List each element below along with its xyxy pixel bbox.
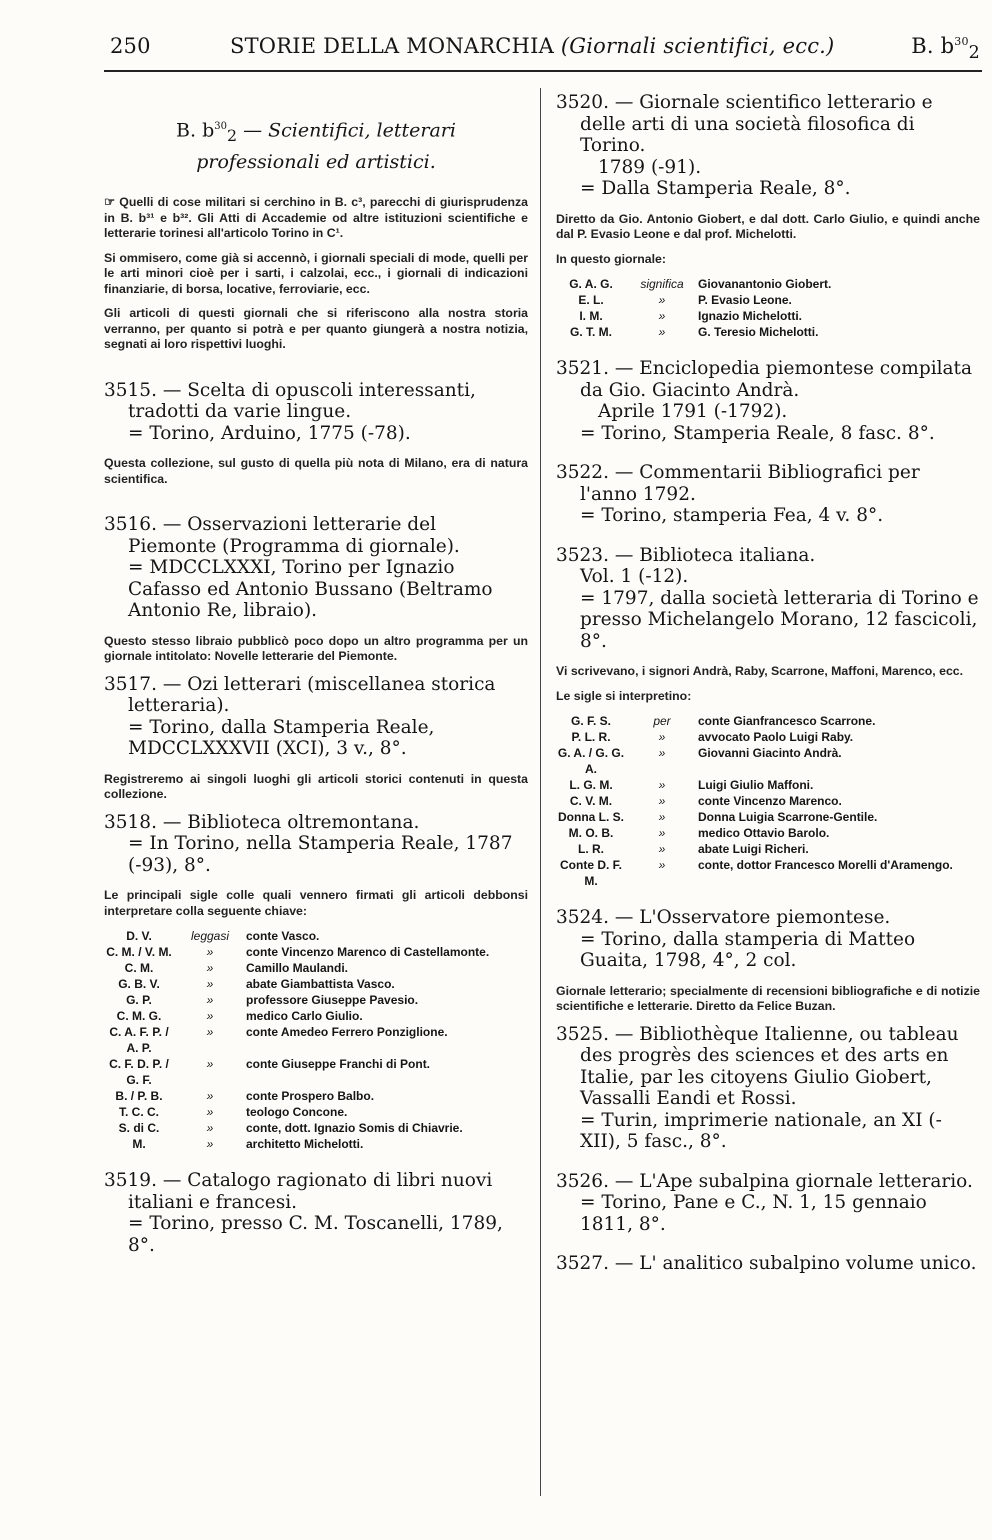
sigla-connector: » [206, 1137, 214, 1152]
sigla-connector: » [658, 730, 666, 744]
sigle-row [556, 324, 974, 340]
sigla-name: conte Amedeo Ferrero Ponziglione. [246, 1025, 448, 1040]
entry-3524: 3524. — L'Osservatore piemontese. = Torino, dalla stamperia di Matteo Guaita, 1798, 4°, 2 col. [556, 907, 916, 971]
sigla-connector: per [653, 714, 671, 728]
sigla-connector: » [658, 293, 666, 307]
sigla-name: conte Gianfrancesco Scarrone. [698, 714, 876, 728]
sigla-name: Donna Luigia Scarrone-Gentile. [698, 810, 878, 824]
entry-3523: 3523. — Biblioteca italiana. Vol. 1 (-12). = 1797, dalla società letteraria di Torino e presso Michelangelo Morano, 12 fascicoli, 8°. [556, 544, 979, 652]
entry-note: Diretto da Gio. Antonio Giobert, e dal dott. Carlo Giulio, e quindi anche dal P. Evasio Leone e dal prof. Michelotti. [556, 211, 980, 241]
sigla-name: medico Ottavio Barolo. [698, 826, 830, 840]
sigle-row [104, 1136, 522, 1152]
sigla-connector: » [206, 993, 214, 1008]
entry-3517: 3517. — Ozi letterari (miscellanea storica letteraria). = Torino, dalla Stamperia Reale, MDCCLXXXVII (XCI), 3 v., 8°. [104, 673, 496, 760]
sigla: C. V. M. [569, 794, 613, 808]
sigle-table [104, 928, 522, 1152]
sigla-connector: » [658, 858, 666, 872]
sigla-connector: » [206, 1057, 214, 1072]
sigla: C. A. F. P. / A. P. [109, 1025, 169, 1056]
sigla-connector: » [658, 746, 666, 760]
sigla: S. di C. [118, 1121, 160, 1136]
sigla-name: P. Evasio Leone. [698, 293, 792, 307]
sigla-name: avvocato Paolo Luigi Raby. [698, 730, 854, 744]
sigle-row [104, 1056, 522, 1088]
sigla: G. F. S. [570, 714, 611, 728]
sigla-connector: » [206, 1105, 214, 1120]
sigla-name: abate Luigi Richeri. [698, 842, 809, 856]
entry-3527: 3527. — L' analitico subalpino volume unico. [556, 1253, 977, 1274]
sigla-connector: » [658, 778, 666, 792]
sigle-row [104, 1120, 522, 1136]
sigle-row [556, 809, 974, 825]
sigle-row [556, 308, 974, 324]
sigle-row [556, 857, 974, 889]
sigla: C. M. / V. M. [106, 945, 172, 960]
sigle-row [104, 1024, 522, 1056]
sigla: B. / P. B. [115, 1089, 163, 1104]
sigla-connector: » [658, 309, 666, 323]
sigla-connector: » [206, 1009, 214, 1024]
sigla: T. C. C. [118, 1105, 159, 1120]
sigla: P. L. R. [571, 730, 611, 744]
sigla: E. L. [578, 293, 604, 307]
sigla-name: professore Giuseppe Pavesio. [246, 993, 419, 1008]
sigla-connector: » [206, 977, 214, 992]
sigle-row [556, 825, 974, 841]
sigla: C. M. [124, 961, 154, 976]
sigla: D. V. [126, 929, 152, 944]
sigla-connector: » [206, 1025, 214, 1040]
header-rule [104, 70, 982, 72]
column-divider [540, 88, 541, 1496]
sigle-row [556, 745, 974, 777]
entry-3519: 3519. — Catalogo ragionato di libri nuovi italiani e francesi. = Torino, presso C. M. Toscanelli, 1789, 8°. [104, 1170, 503, 1256]
entry-note: Questa collezione, sul gusto di quella più nota di Milano, era di natura scientifica. [104, 456, 528, 486]
entry-note: Vi scrivevano, i signori Andrà, Raby, Scarrone, Maffoni, Marenco, ecc. [556, 664, 964, 678]
sigla-connector: » [658, 842, 666, 856]
sigle-row [556, 276, 974, 292]
sigle-row [104, 1008, 522, 1024]
sigla-connector: » [658, 794, 666, 808]
sigla-name: Ignazio Michelotti. [698, 309, 802, 323]
sigla: G. A. / G. G. A. [557, 746, 625, 776]
sigle-row [104, 944, 522, 960]
intro-note: ☞ Quelli di cose militari si cerchino in B. c³, parecchi di giurisprudenza in B. b³¹ e b³². Gli Atti di Accademie od altre istituzioni scientifiche e letterarie torinesi all'articolo Torino in C¹. [104, 195, 528, 241]
entry-note: Questo stesso libraio pubblicò poco dopo un altro programma per un giornale intitolato: Novelle letterarie del Piemonte. [104, 633, 528, 664]
sigla-name: conte Vincenzo Marenco. [698, 794, 842, 808]
sigla: I. M. [579, 309, 603, 323]
sigla: Conte D. F. M. [560, 858, 622, 888]
entry-3515: 3515. — Scelta di opuscoli interessanti, tradotti da varie lingue. = Torino, Arduino, 1775 (-78). [104, 379, 476, 444]
sigla-name: conte Vincenzo Marenco di Castellamonte. [246, 945, 490, 960]
entry-3518: 3518. — Biblioteca oltremontana. = In Torino, nella Stamperia Reale, 1787 (-93), 8°. [104, 811, 513, 876]
entry-3526: 3526. — L'Ape subalpina giornale letterario. = Torino, Pane e C., N. 1, 15 gennaio 1811, 8°. [556, 1170, 973, 1235]
sigle-row [104, 1104, 522, 1120]
right-column [556, 92, 980, 1275]
sigla-name: teologo Concone. [246, 1105, 348, 1120]
sigla: G. P. [126, 993, 152, 1008]
sigla-name: Giovanni Giacinto Andrà. [698, 746, 842, 760]
sigla-name: conte Prospero Balbo. [246, 1089, 375, 1104]
sigla-name: Camillo Maulandi. [246, 961, 349, 976]
header-title: STORIE DELLA MONARCHIA (Giornali scientifici, ecc.) [230, 34, 835, 58]
sigla-connector: leggasi [190, 929, 230, 944]
sigla: M. [132, 1137, 146, 1152]
sigla-connector: » [206, 961, 214, 976]
intro-note: Si ommisero, come già si accennò, i giornali speciali di mode, quelli per le arti minori cioè per i sarti, i calzolai, ecc., i giornali di indicazioni finanziarie, di borsa, locative, ferroviarie, ecc. [104, 250, 528, 296]
entry-3522: 3522. — Commentarii Bibliografici per l'anno 1792. = Torino, stamperia Fea, 4 v. 8°. [556, 462, 920, 526]
sigla: G. B. V. [118, 977, 160, 992]
entry-note: Giornale letterario; specialmente di recensioni bibliografiche e di notizie scientifiche e letterarie. Diretto da Felice Buzan. [556, 983, 980, 1013]
sigla-connector: » [658, 325, 666, 339]
entry-3521: 3521. — Enciclopedia piemontese compilata da Gio. Giacinto Andrà. Aprile 1791 (-1792). = Torino, Stamperia Reale, 8 fasc. 8°. [556, 358, 973, 444]
sigla: G. T. M. [570, 325, 612, 339]
sigle-row [104, 960, 522, 976]
sigle-row [556, 777, 974, 793]
sigle-row [556, 729, 974, 745]
pointing-hand-icon: ☞ [104, 195, 116, 210]
sigle-table [556, 276, 974, 340]
sigla-name: conte, dott. Ignazio Somis di Chiavrie. [246, 1121, 463, 1136]
sigla-name: G. Teresio Michelotti. [698, 325, 819, 339]
sigla-connector: » [206, 945, 214, 960]
sigle-row [104, 1088, 522, 1104]
section-title: B. $b^{30}_2$ — Scientifici, letterari professionali ed artistici. [176, 119, 456, 174]
entry-note: In questo giornale: [556, 251, 666, 266]
sigla: C. F. D. P. / G. F. [109, 1057, 169, 1088]
entry-note: Registreremo ai singoli luoghi gli articoli storici contenuti in questa collezione. [104, 771, 528, 802]
sigla-name: conte Giuseppe Franchi di Pont. [246, 1057, 431, 1072]
sigla: L. R. [578, 842, 604, 856]
sigle-table [556, 713, 974, 889]
sigle-row [556, 292, 974, 308]
sigla-connector: » [206, 1121, 214, 1136]
sigla: M. O. B. [568, 826, 614, 840]
entry-note: Le sigle si interpretino: [556, 688, 692, 703]
sigla-name: conte Vasco. [246, 929, 320, 944]
entry-3516: 3516. — Osservazioni letterarie del Piemonte (Programma di giornale). = MDCCLXXXI, Torino per Ignazio Cafasso ed Antonio Bussano (Beltramo Antonio Re, libraio). [104, 514, 493, 622]
sigla: Donna L. S. [558, 810, 624, 824]
sigle-row [104, 992, 522, 1008]
entry-3520: 3520. — Giornale scientifico letterario e delle arti di una società filosofica di Torino. 1789 (-91). = Dalla Stamperia Reale, 8°. [556, 92, 933, 199]
running-header [110, 34, 980, 64]
sigla-name: abate Giambattista Vasco. [246, 977, 395, 992]
entry-3525: 3525. — Bibliothèque Italienne, ou tableau des progrès des sciences et des arts en Italie, par les citoyens Giulio Giobert, Vassalli Eandi et Rossi. = Turin, imprimerie nationale, an XI (-XII), 5 fasc., 8°. [556, 1023, 959, 1152]
sigla-name: conte, dottor Francesco Morelli d'Aramengo. [698, 858, 953, 872]
sigla: G. A. G. [569, 277, 613, 291]
sigle-row [104, 976, 522, 992]
sigle-row [556, 841, 974, 857]
sigla-connector: significa [640, 277, 684, 291]
entry-note: Le principali sigle colle quali vennero firmati gli articoli debbonsi interpretare colla seguente chiave: [104, 888, 528, 918]
header-subtitle: (Giornali scientifici, ecc.) [560, 34, 835, 58]
intro-note: Gli articoli di questi giornali che si riferiscono alla nostra storia verranno, per quanto si potrà e per quanto giungerà a nostra notizia, segnati ai loro rispettivi luoghi. [104, 306, 528, 352]
sigle-row [556, 713, 974, 729]
sigla: L. G. M. [569, 778, 613, 792]
left-column [104, 92, 528, 1256]
sigla-name: Giovanantonio Giobert. [698, 277, 832, 291]
page-number: 250 [110, 34, 151, 58]
sigla-connector: » [658, 810, 666, 824]
sigla: C. M. G. [116, 1009, 162, 1024]
sigle-row [556, 793, 974, 809]
sigla-name: architetto Michelotti. [246, 1137, 364, 1152]
sigla-name: Luigi Giulio Maffoni. [698, 778, 814, 792]
sigla-connector: » [206, 1089, 214, 1104]
sigla-connector: » [658, 826, 666, 840]
sigle-row [104, 928, 522, 944]
header-signature: B. $b^{30}_2$ [911, 34, 980, 64]
sigla-name: medico Carlo Giulio. [246, 1009, 363, 1024]
